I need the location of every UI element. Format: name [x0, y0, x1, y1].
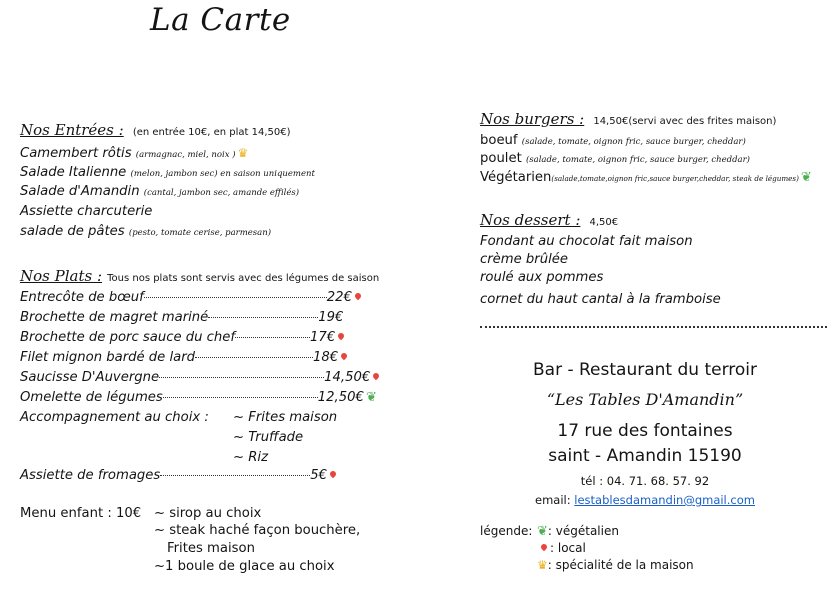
vegetarian-sprout-icon: ❦: [365, 390, 377, 405]
desserts-note: 4,50€: [589, 217, 619, 228]
item-detail: (salade, tomate, oignon fric, sauce burger, cheddar): [521, 137, 746, 147]
entrees-heading: Nos Entrées :: [20, 121, 124, 139]
kids-menu-label: Menu enfant : 10€: [20, 506, 142, 521]
dot-leader: [163, 397, 318, 398]
menu-row: [20, 350, 347, 365]
list-item: [20, 146, 248, 161]
plats-note: Tous nos plats sont servis avec des légumes de saison: [107, 273, 380, 284]
item-name: Saucisse D'Auvergne: [20, 370, 160, 385]
kids-menu-line: Frites maison: [167, 541, 255, 556]
accompaniment-option: ~ Frites maison: [233, 410, 338, 425]
accompaniment-option: ~ Truffade: [233, 430, 304, 445]
item-name: Salade d'Amandin: [20, 184, 140, 199]
entrees-header: [20, 120, 291, 139]
restaurant-phone: tél : 04. 71. 68. 57. 92: [580, 474, 710, 488]
list-item: [480, 133, 746, 148]
dot-leader: [160, 475, 310, 476]
restaurant-type: Bar - Restaurant du terroir: [533, 360, 757, 380]
list-item: [20, 224, 271, 239]
dot-leader: [159, 377, 324, 378]
item-price: 12,50€: [317, 390, 364, 405]
item-price: 22€: [326, 290, 352, 305]
menu-row: [20, 330, 344, 345]
page-title: La Carte: [150, 2, 291, 38]
accompaniment-label: Accompagnement au choix :: [20, 410, 209, 425]
item-name: boeuf: [480, 133, 518, 148]
item-name: Camembert rôtis: [20, 146, 132, 161]
item-name: Végétarien: [480, 170, 552, 185]
local-pin-icon: [337, 332, 345, 340]
menu-row: [20, 310, 343, 325]
kids-menu-line: ~ steak haché façon bouchère,: [154, 523, 361, 538]
menu-row: [20, 468, 336, 483]
item-name: Assiette de fromages: [20, 468, 161, 483]
list-item: cornet du haut cantal à la framboise: [480, 292, 721, 307]
plats-heading: Nos Plats :: [20, 267, 103, 285]
item-name: Brochette de magret mariné: [20, 310, 209, 325]
crown-icon: ♛: [537, 558, 548, 572]
legend-text: : végétalien: [547, 524, 619, 538]
local-pin-icon: [340, 352, 348, 360]
item-name: Assiette charcuterie: [20, 204, 153, 219]
item-detail: (cantal, jambon sec, amande effilés): [143, 188, 300, 198]
accompaniment-option: ~ Riz: [233, 450, 268, 465]
email-link[interactable]: lestablesdamandin@gmail.com: [574, 493, 755, 507]
email-label: email:: [535, 493, 571, 507]
restaurant-address-city: saint - Amandin 15190: [548, 446, 742, 466]
local-pin-icon: [372, 372, 380, 380]
dot-leader: [195, 357, 313, 358]
item-name: Entrecôte de bœuf: [20, 290, 144, 305]
item-detail: (salade, tomate, oignon fric, sauce burger, cheddar): [525, 155, 750, 165]
section-divider: [480, 326, 827, 328]
legend-item: [537, 558, 694, 572]
item-price: 17€: [310, 330, 336, 345]
item-name: Salade Italienne: [20, 165, 127, 180]
item-price: 18€: [313, 350, 339, 365]
vegetarian-sprout-icon: ❦: [537, 524, 548, 539]
item-detail: (salade,tomate,oignon fric,sauce burger,cheddar, steak de légumes): [551, 174, 799, 183]
list-item: roulé aux pommes: [480, 270, 604, 285]
item-name: Filet mignon bardé de lard: [20, 350, 196, 365]
item-price: 14,50€: [324, 370, 371, 385]
dot-leader: [208, 317, 318, 318]
vegetarian-sprout-icon: ❦: [800, 170, 812, 185]
local-pin-icon: [354, 292, 362, 300]
item-price: 19€: [318, 310, 344, 325]
crown-icon: ♛: [237, 146, 249, 160]
plats-header: [20, 266, 379, 285]
item-name: Omelette de légumes: [20, 390, 163, 405]
item-detail: (pesto, tomate cerise, parmesan): [128, 228, 272, 238]
burgers-heading: Nos burgers :: [480, 110, 585, 128]
desserts-heading: Nos dessert :: [480, 211, 581, 229]
restaurant-name: “Les Tables D'Amandin”: [546, 390, 744, 409]
list-item: [20, 165, 315, 180]
item-name: salade de pâtes: [20, 224, 125, 239]
kids-menu-line: ~ sirop au choix: [154, 506, 262, 521]
item-name: poulet: [480, 151, 522, 166]
legend-item: [541, 541, 586, 555]
restaurant-address-street: 17 rue des fontaines: [557, 421, 733, 441]
list-item: crème brûlée: [480, 252, 568, 267]
dot-leader: [235, 337, 310, 338]
item-detail: (melon, jambon sec) en saison uniquement: [130, 169, 315, 179]
list-item: [480, 170, 812, 185]
list-item: [20, 204, 152, 219]
item-name: Brochette de porc sauce du chef: [20, 330, 236, 345]
burgers-header: [480, 109, 776, 128]
legend-text: : spécialité de la maison: [547, 558, 694, 572]
legend-label: légende:: [480, 524, 533, 538]
list-item: Fondant au chocolat fait maison: [480, 234, 693, 249]
burgers-note: 14,50€(servi avec des frites maison): [593, 116, 777, 127]
dot-leader: [144, 297, 327, 298]
legend-item: [537, 524, 619, 539]
menu-row: [20, 370, 379, 385]
list-item: [480, 151, 750, 166]
item-detail: (armagnac, miel, noix ): [135, 150, 236, 160]
menu-row: [20, 390, 377, 405]
legend-text: : local: [550, 541, 586, 555]
restaurant-email-row: [470, 493, 820, 507]
menu-row: [20, 290, 361, 305]
desserts-header: [480, 210, 618, 229]
local-pin-icon: [540, 543, 548, 551]
item-price: 5€: [310, 468, 328, 483]
local-pin-icon: [329, 470, 337, 478]
entrees-note: (en entrée 10€, en plat 14,50€): [132, 127, 291, 138]
list-item: [20, 184, 299, 199]
kids-menu-line: ~1 boule de glace au choix: [154, 559, 335, 574]
